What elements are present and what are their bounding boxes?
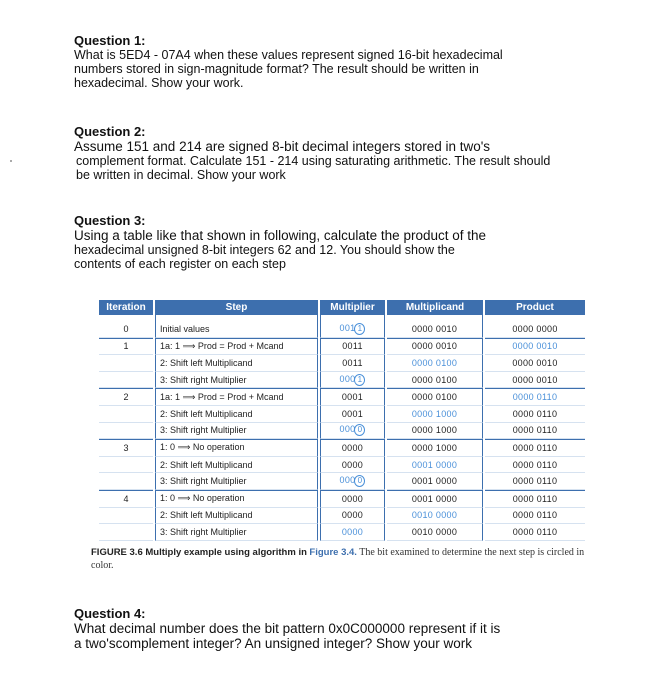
cell-mult: [320, 388, 385, 406]
cell-mult: [320, 406, 385, 423]
cell-mcand-text: 0000 1000: [411, 442, 458, 453]
cell-iter-text: 4: [123, 493, 129, 504]
cell-mcand-text: 0010 0000: [411, 526, 458, 537]
cell-prod-text: 0000 0110: [512, 526, 558, 537]
cell-mult-text: 0001: [341, 392, 364, 403]
question-2: [74, 124, 604, 182]
cell-step: [155, 355, 318, 372]
cell-mcand-text: 0000 1000: [411, 408, 458, 419]
cell-mcand-text: 0001 0000: [411, 476, 458, 487]
cell-step: [155, 524, 318, 541]
cell-step: [155, 338, 318, 356]
cell-prod: [485, 406, 585, 423]
header-product: Product: [485, 300, 585, 315]
cell-iter: [99, 457, 153, 474]
header-multiplicand: Multiplicand: [387, 300, 483, 315]
cell-iter-text: 1: [123, 341, 129, 352]
cell-step: [155, 423, 318, 440]
cell-mcand-text: 0000 0100: [411, 392, 458, 403]
cell-iter-text: 0: [123, 323, 129, 334]
caption-figure-ref: Figure 3.4.: [309, 547, 357, 558]
cell-prod: [485, 439, 585, 457]
cell-mcand: [387, 473, 483, 490]
cell-step-text: 1a: 1 ⟹ Prod = Prod + Mcand: [160, 391, 284, 402]
cell-mult-text: 000 1: [340, 374, 366, 384]
table-row: [99, 490, 585, 508]
cell-prod-text: 0000 0110: [512, 425, 558, 436]
question-2-heading: Question 2:: [74, 124, 146, 139]
cell-prod: [485, 372, 585, 389]
cell-mcand-text: 0000 1000: [411, 425, 458, 436]
cell-step: [155, 315, 318, 338]
question-1: [74, 33, 544, 90]
cell-step: [155, 490, 318, 508]
cell-iter: [99, 524, 153, 541]
cell-mcand-text: 0000 0010: [411, 323, 458, 334]
cell-prod: [485, 338, 585, 356]
cell-iter: [99, 338, 153, 356]
cell-prod: [485, 524, 585, 541]
circled-bit: 0: [354, 475, 365, 487]
question-1-line: What is 5ED4 - 07A4 when these values represent signed 16-bit hexadecimal: [74, 48, 503, 62]
cell-mult-text: 0000: [341, 510, 364, 521]
cell-step-text: 1: 0 ⟹ No operation: [160, 493, 245, 504]
cell-prod-text: 0000 0110: [512, 392, 558, 403]
question-3-line: contents of each register on each step: [74, 257, 286, 271]
table-row: [99, 423, 585, 440]
cell-step: [155, 473, 318, 490]
cell-iter: [99, 473, 153, 490]
cell-mult: [320, 457, 385, 474]
cell-step-text: 3: Shift right Multiplier: [160, 476, 247, 487]
cell-mcand: [387, 406, 483, 423]
cell-iter: [99, 355, 153, 372]
cell-step-text: 2: Shift left Multiplicand: [160, 459, 253, 470]
cell-step-text: 1a: 1 ⟹ Prod = Prod + Mcand: [160, 340, 284, 351]
question-2-line: complement format. Calculate 151 - 214 using saturating arithmetic. The result should: [76, 154, 551, 168]
cell-mult-text: 0000: [341, 442, 364, 453]
cell-step-text: 3: Shift right Multiplier: [160, 526, 247, 537]
cell-prod-text: 0000 0110: [512, 493, 558, 504]
header-step: Step: [155, 300, 318, 315]
question-2-line: be written in decimal. Show your work: [76, 168, 286, 182]
cell-mult-text: 000 0: [340, 424, 366, 434]
cell-mcand: [387, 490, 483, 508]
question-2-line: Assume 151 and 214 are signed 8-bit decimal integers stored in two's: [74, 139, 491, 154]
cell-step: [155, 406, 318, 423]
caption-label: FIGURE 3.6 Multiply example using algorithm in: [91, 547, 307, 558]
cell-mcand: [387, 372, 483, 389]
cell-mult-text: 0000: [341, 526, 364, 537]
cell-prod: [485, 508, 585, 525]
cell-prod-text: 0000 0110: [512, 510, 558, 521]
table-row: [99, 439, 585, 457]
cell-mcand: [387, 338, 483, 356]
cell-mcand: [387, 388, 483, 406]
cell-mult: [320, 473, 385, 490]
cell-step-text: Initial values: [160, 323, 210, 334]
cell-mcand-text: 0010 0000: [411, 510, 458, 521]
cell-prod-text: 0000 0110: [512, 442, 558, 453]
table-row: [99, 338, 585, 356]
cell-mult-text: 001 1: [340, 323, 366, 333]
cell-iter: [99, 439, 153, 457]
cell-iter: [99, 423, 153, 440]
cell-iter: [99, 490, 153, 508]
table-header-row: [99, 300, 585, 315]
cell-mult: [320, 508, 385, 525]
cell-mcand: [387, 439, 483, 457]
cell-mcand: [387, 508, 483, 525]
cell-step-text: 1: 0 ⟹ No operation: [160, 442, 245, 453]
cell-mult: [320, 524, 385, 541]
caption-text: The bit examined to determine the next step is circled in color.: [91, 547, 585, 571]
cell-mcand-text: 0001 0000: [411, 459, 458, 470]
cell-step-text: 2: Shift left Multiplicand: [160, 357, 253, 368]
cell-prod: [485, 457, 585, 474]
cell-mult: [320, 338, 385, 356]
question-1-heading: Question 1:: [74, 33, 146, 48]
cell-prod: [485, 355, 585, 372]
cell-mult-text: 0011: [342, 341, 363, 352]
cell-iter: [99, 388, 153, 406]
table-row: [99, 473, 585, 490]
question-1-line: numbers stored in sign-magnitude format? The result should be written in: [74, 62, 479, 76]
cell-prod: [485, 388, 585, 406]
question-4-line: a two'scomplement integer? An unsigned integer? Show your work: [74, 636, 473, 651]
cell-step-text: 3: Shift right Multiplier: [160, 374, 247, 385]
cell-iter: [99, 406, 153, 423]
table-row: [99, 457, 585, 474]
question-3-heading: Question 3:: [74, 213, 146, 228]
cell-mcand: [387, 524, 483, 541]
question-4-heading: Question 4:: [74, 606, 146, 621]
circled-bit: 0: [354, 424, 365, 436]
multiply-table: [97, 300, 587, 541]
cell-mcand: [387, 315, 483, 338]
table-row: [99, 508, 585, 525]
cell-mcand-text: 0001 0000: [411, 493, 458, 504]
cell-iter: [99, 508, 153, 525]
question-4: [74, 606, 574, 651]
cell-iter: [99, 315, 153, 338]
cell-mcand: [387, 423, 483, 440]
cell-mult-text: 0001: [341, 408, 364, 419]
table-body: [99, 315, 585, 541]
cell-mcand: [387, 355, 483, 372]
cell-prod: [485, 423, 585, 440]
table-row: [99, 406, 585, 423]
cell-step: [155, 457, 318, 474]
cell-prod-text: 0000 0010: [512, 357, 558, 368]
cell-mcand-text: 0000 0100: [411, 374, 458, 385]
cell-mult-text: 0011: [342, 357, 363, 368]
table-row: [99, 355, 585, 372]
cell-step-text: 2: Shift left Multiplicand: [160, 510, 253, 521]
header-multiplier: Multiplier: [320, 300, 385, 315]
cell-prod-text: 0000 0010: [512, 374, 558, 385]
multiply-figure: [97, 300, 585, 541]
cell-mult-text: 0000: [341, 459, 364, 470]
cell-mult: [320, 372, 385, 389]
figure-caption: [91, 546, 591, 572]
cell-mcand: [387, 457, 483, 474]
cell-prod-text: 0000 0000: [512, 323, 558, 334]
cell-iter-text: 2: [123, 392, 129, 403]
cell-mult: [320, 439, 385, 457]
question-3: [74, 213, 544, 271]
circled-bit: 1: [354, 323, 365, 335]
cell-step: [155, 372, 318, 389]
table-row: [99, 315, 585, 338]
cell-prod: [485, 315, 585, 338]
table-row: [99, 372, 585, 389]
stray-dot: [10, 160, 12, 162]
cell-mult: [320, 355, 385, 372]
table-row: [99, 524, 585, 541]
question-1-line: hexadecimal. Show your work.: [74, 76, 244, 90]
cell-prod-text: 0000 0010: [512, 341, 558, 352]
cell-mult-text: 000 0: [340, 475, 366, 485]
cell-prod-text: 0000 0110: [512, 476, 558, 487]
cell-mult: [320, 490, 385, 508]
cell-prod: [485, 490, 585, 508]
cell-prod-text: 0000 0110: [512, 459, 558, 470]
cell-step: [155, 439, 318, 457]
table-row: [99, 388, 585, 406]
cell-mcand-text: 0000 0010: [411, 341, 458, 352]
cell-mcand-text: 0000 0100: [411, 357, 458, 368]
cell-mult: [320, 315, 385, 338]
cell-mult: [320, 423, 385, 440]
cell-iter: [99, 372, 153, 389]
header-iteration: Iteration: [99, 300, 153, 315]
cell-iter-text: 3: [123, 442, 129, 453]
circled-bit: 1: [354, 374, 365, 386]
cell-mult-text: 0000: [341, 493, 364, 504]
cell-prod: [485, 473, 585, 490]
cell-step-text: 2: Shift left Multiplicand: [160, 408, 253, 419]
cell-step: [155, 388, 318, 406]
question-3-line: Using a table like that shown in following, calculate the product of the: [74, 228, 486, 243]
cell-step: [155, 508, 318, 525]
cell-step-text: 3: Shift right Multiplier: [160, 425, 247, 436]
question-3-line: hexadecimal unsigned 8-bit integers 62 and 12. You should show the: [74, 243, 455, 257]
question-4-line: What decimal number does the bit pattern 0x0C000000 represent if it is: [74, 621, 501, 636]
cell-prod-text: 0000 0110: [512, 408, 558, 419]
